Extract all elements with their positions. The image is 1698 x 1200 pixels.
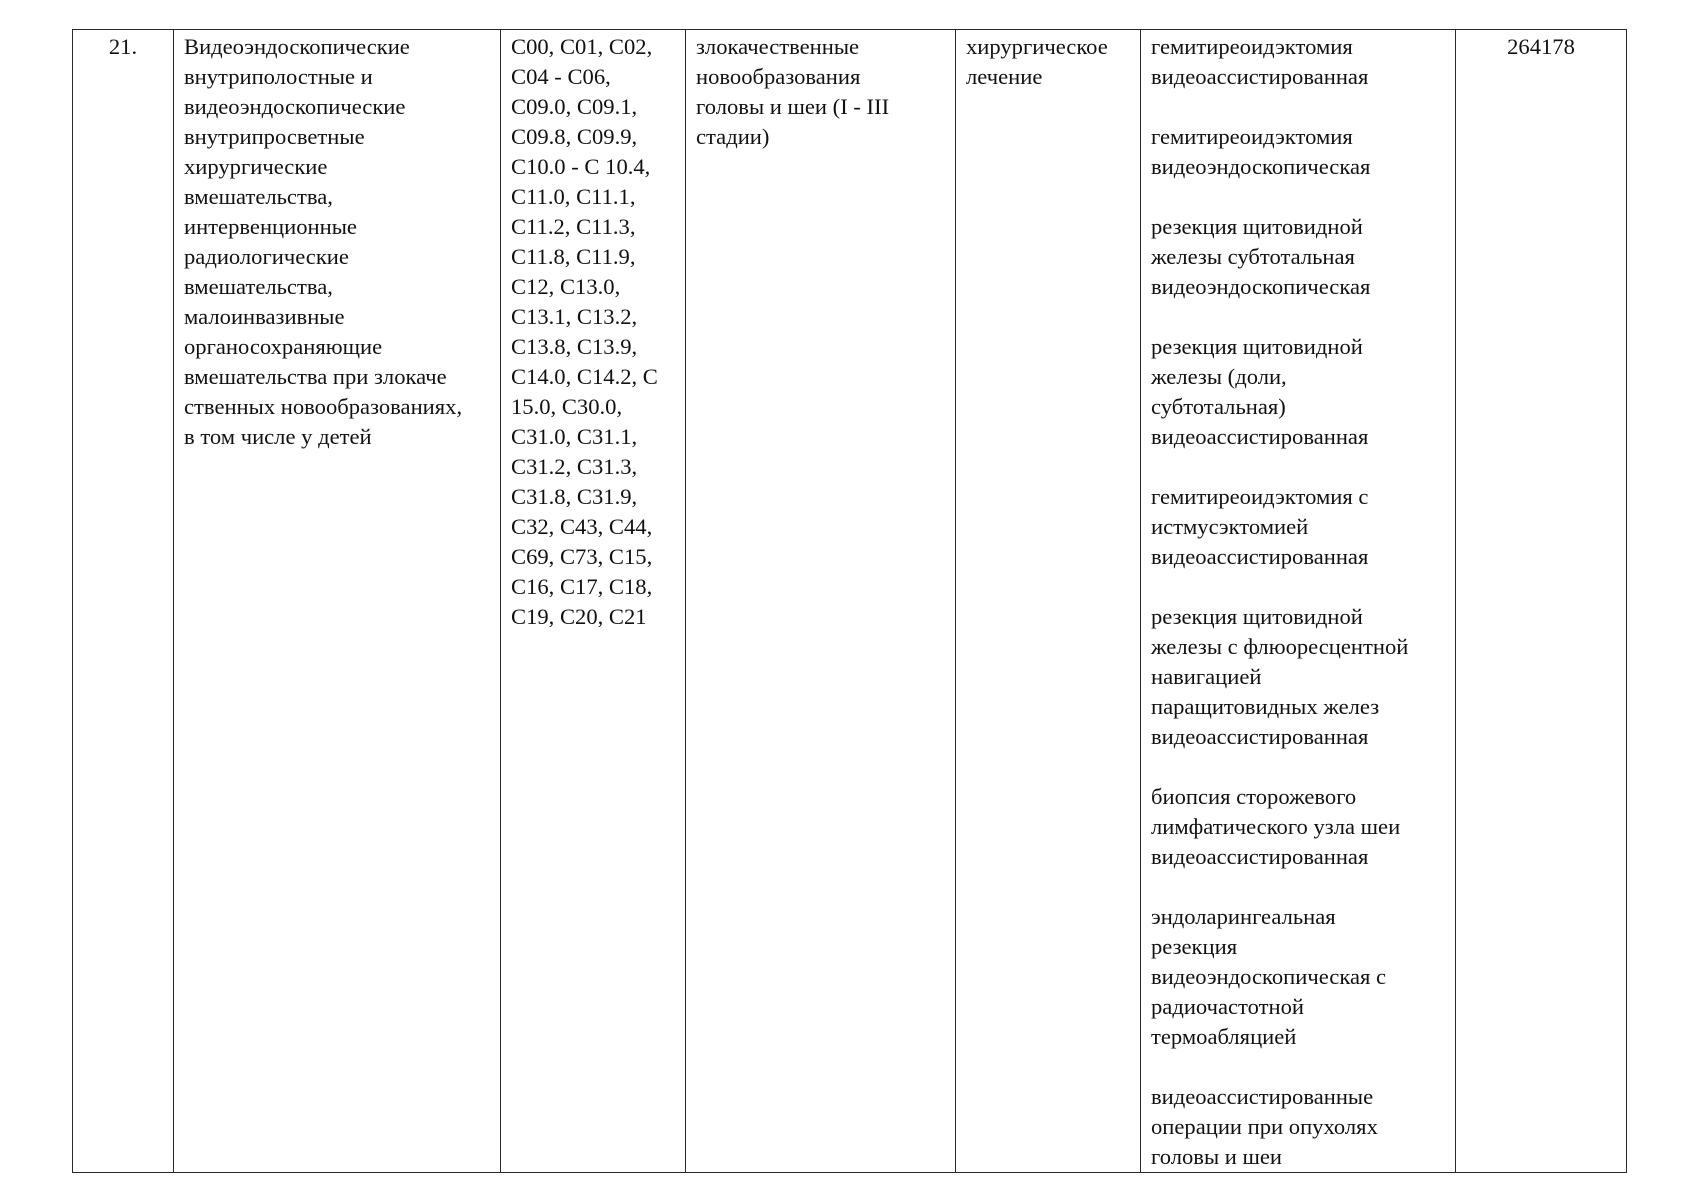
description-line: в том числе у детей [184,424,372,449]
method-line: гемитиреоидэктомия [1151,124,1353,149]
method-item [1151,902,1445,1052]
method-line: резекция щитовидной [1151,214,1363,239]
price-cell [1456,30,1627,1173]
method-line: истмусэктомией [1151,514,1309,539]
treatment-type [956,30,1140,92]
icd-code-line: C11.8, C11.9, [511,244,636,269]
icd-code-line: C10.0 - C 10.4, [511,154,651,179]
treatment-line: хирургическое [966,34,1108,59]
icd-code-line: C12, C13.0, [511,274,621,299]
description-line: вмешательства при злокаче [184,364,447,389]
method-line: паращитовидных желез [1151,694,1380,719]
diagnosis-line: стадии) [696,124,770,149]
method-line: операции при опухолях [1151,1114,1378,1139]
method-line: видеоэндоскопическая [1151,154,1371,179]
method-item [1151,1082,1445,1172]
icd-code-line: C13.1, C13.2, [511,304,638,329]
treatment-cell [956,30,1141,1173]
icd-code-line: C19, C20, C21 [511,604,647,629]
diagnosis-line: злокачественные [696,34,860,59]
icd-code-line: C31.8, C31.9, [511,484,638,509]
medical-care-table [72,29,1627,1173]
row-number-cell [73,30,174,1173]
methods-cell [1141,30,1456,1173]
icd-code-line: C04 - C06, [511,64,611,89]
treatment-methods [1141,30,1455,1172]
method-line: гемитиреоидэктомия с [1151,484,1369,509]
diagnosis-line: новообразования [696,64,861,89]
method-item [1151,782,1445,872]
method-line: биопсия сторожевого [1151,784,1357,809]
description-line: ственных новообразованиях, [184,394,463,419]
description-line: малоинвазивные [184,304,345,329]
diagnosis [686,30,955,152]
description-line: органосохраняющие [184,334,383,359]
method-line: субтотальная) [1151,394,1286,419]
method-item [1151,332,1445,452]
description-line: внутрипросветные [184,124,365,149]
method-line: железы с флюоресцентной [1151,634,1409,659]
icd-code-line: C13.8, C13.9, [511,334,638,359]
method-line: видеоассистированная [1151,844,1369,869]
method-line: резекция щитовидной [1151,604,1363,629]
method-line: эндоларингеальная [1151,904,1336,929]
diagnosis-cell [686,30,956,1173]
method-line: видеоэндоскопическая [1151,274,1371,299]
method-line: головы и шеи [1151,1144,1283,1169]
icd-code-line: C11.0, C11.1, [511,184,636,209]
method-line: лимфатического узла шеи [1151,814,1401,839]
method-line: железы (доли, [1151,364,1287,389]
description-line: интервенционные [184,214,357,239]
norm-price: 264178 [1507,34,1575,59]
description-line: хирургические [184,154,328,179]
method-line: навигацией [1151,664,1262,689]
method-item [1151,482,1445,572]
method-line: видеоассистированные [1151,1084,1374,1109]
icd-code-line: C69, C73, C15, [511,544,653,569]
icd-code-line: C14.0, C14.2, C [511,364,658,389]
icd-code-line: C31.0, C31.1, [511,424,638,449]
method-item [1151,212,1445,302]
icd-code-line: C32, C43, C44, [511,514,653,539]
icd-code-line: C11.2, C11.3, [511,214,636,239]
method-item [1151,32,1445,92]
description-line: Видеоэндоскопические [184,34,410,59]
treatment-line: лечение [966,64,1043,89]
icd-code-line: C09.0, C09.1, [511,94,638,119]
method-line: термоабляцией [1151,1024,1297,1049]
diagnosis-line: головы и шеи (I - III [696,94,890,119]
method-item [1151,602,1445,752]
table-row [73,30,1627,1173]
row-number: 21. [108,34,138,59]
icd-code-line: C16, C17, C18, [511,574,653,599]
method-line: резекция [1151,934,1238,959]
method-line: радиочастотной [1151,994,1304,1019]
icd-codes-cell [501,30,686,1173]
description-line: видеоэндоскопические [184,94,406,119]
icd-code-line: C00, C01, C02, [511,34,653,59]
icd-code-line: C31.2, C31.3, [511,454,638,479]
method-line: резекция щитовидной [1151,334,1363,359]
icd-codes [501,30,685,632]
description-line: вмешательства, [184,184,333,209]
description-cell [174,30,501,1173]
method-line: видеоассистированная [1151,544,1369,569]
method-line: видеоассистированная [1151,424,1369,449]
description-line: радиологические [184,244,349,269]
description-line: внутриполостные и [184,64,373,89]
intervention-description [174,30,500,452]
icd-code-line: 15.0, C30.0, [511,394,623,419]
method-item [1151,122,1445,182]
method-line: видеоассистированная [1151,64,1369,89]
method-line: железы субтотальная [1151,244,1355,269]
method-line: видеоэндоскопическая с [1151,964,1387,989]
description-line: вмешательства, [184,274,333,299]
method-line: видеоассистированная [1151,724,1369,749]
icd-code-line: C09.8, C09.9, [511,124,638,149]
method-line: гемитиреоидэктомия [1151,34,1353,59]
